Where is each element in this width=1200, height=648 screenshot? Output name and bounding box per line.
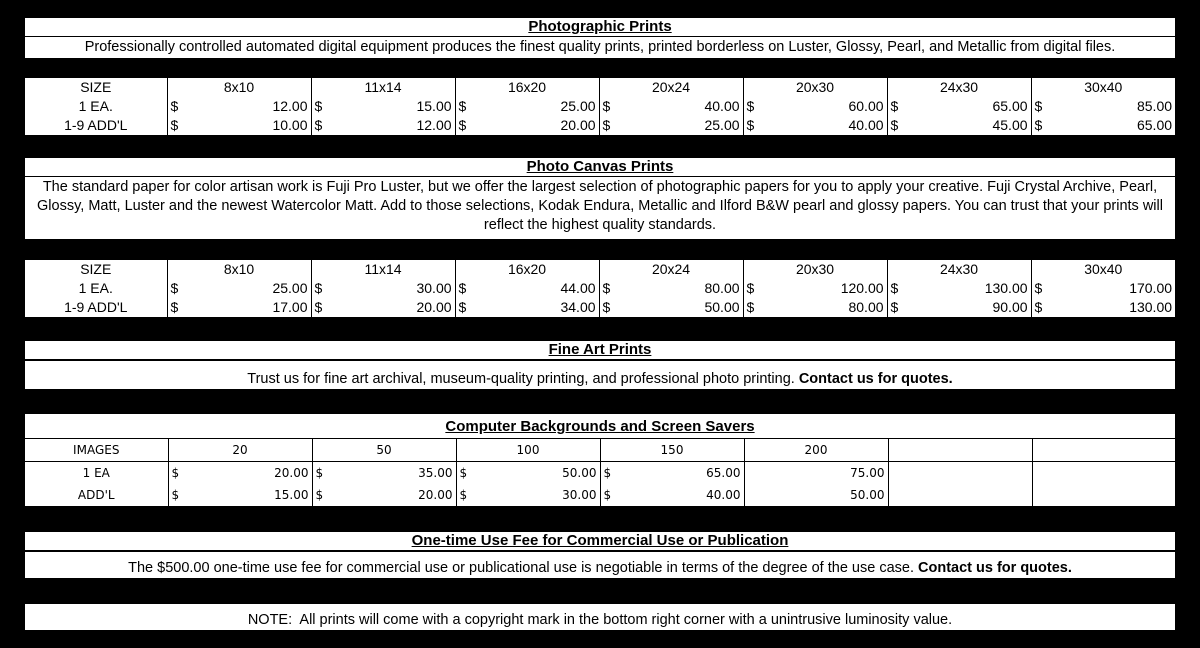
fine-art-body-panel (25, 361, 1175, 389)
photo-prints-title: Photographic Prints (25, 18, 1175, 37)
empty-cell (1032, 484, 1175, 506)
column-header: 20x30 (743, 260, 887, 279)
price-cell: 30.00 (416, 280, 452, 296)
canvas-prints-title: Photo Canvas Prints (25, 158, 1175, 177)
column-header: 11x14 (311, 78, 455, 97)
row-label: 1 EA. (78, 98, 113, 114)
commercial-description: The $500.00 one-time use fee for commercial use or publicational use is negotiable in terms of the degree of the use case. (128, 560, 914, 576)
price-cell: 20.00 (560, 117, 596, 133)
price-cell: 90.00 (992, 299, 1028, 315)
column-header: 20x24 (599, 260, 743, 279)
price-value: 20.00 (418, 488, 453, 502)
currency-symbol: $ (459, 466, 468, 480)
price-cell (600, 462, 744, 485)
currency-symbol: $ (887, 298, 907, 317)
price-value: 30.00 (562, 488, 597, 502)
price-cell: 20.00 (416, 299, 452, 315)
column-header: 8x10 (167, 78, 311, 97)
column-header: 8x10 (167, 260, 311, 279)
note-panel (25, 604, 1175, 630)
commercial-contact: Contact us for quotes. (918, 560, 1072, 576)
price-cell (456, 484, 600, 506)
price-cell: 65.00 (992, 98, 1028, 114)
currency-symbol: $ (171, 488, 180, 502)
currency-symbol: $ (311, 97, 331, 116)
photo-prints-header (25, 18, 1175, 58)
images-label: IMAGES (25, 439, 168, 462)
price-cell: 44.00 (560, 280, 596, 296)
column-header: 30x40 (1031, 260, 1175, 279)
size-label: SIZE (80, 261, 112, 277)
table-header-row (25, 260, 1175, 279)
fine-art-title-panel (25, 341, 1175, 359)
price-cell (312, 462, 456, 485)
empty-cell (888, 484, 1032, 506)
price-cell: 40.00 (704, 98, 740, 114)
commercial-text (25, 552, 1175, 578)
price-cell: 12.00 (272, 98, 308, 114)
currency-symbol: $ (311, 116, 331, 135)
price-cell: 50.00 (704, 299, 740, 315)
currency-symbol: $ (743, 97, 763, 116)
price-cell: 130.00 (1129, 299, 1173, 315)
currency-symbol: $ (455, 279, 475, 298)
column-header: 30x40 (1031, 78, 1175, 97)
price-cell: 60.00 (848, 98, 884, 114)
column-header: 50 (312, 439, 456, 462)
currency-symbol: $ (311, 298, 331, 317)
currency-symbol: $ (311, 279, 331, 298)
price-cell: 15.00 (416, 98, 452, 114)
price-value: 35.00 (418, 466, 453, 480)
table-header-row (25, 439, 1175, 462)
currency-symbol: $ (1031, 298, 1051, 317)
currency-symbol: $ (887, 97, 907, 116)
table-row (25, 462, 1175, 485)
currency-symbol: $ (1031, 116, 1051, 135)
currency-symbol: $ (599, 97, 619, 116)
price-cell: 80.00 (848, 299, 884, 315)
price-value: 15.00 (274, 488, 309, 502)
currency-symbol: $ (455, 97, 475, 116)
price-cell (744, 462, 888, 485)
currency-symbol: $ (455, 116, 475, 135)
table-header-row (25, 78, 1175, 97)
price-cell: 25.00 (272, 280, 308, 296)
fine-art-contact: Contact us for quotes. (798, 371, 953, 387)
canvas-prints-table (25, 260, 1175, 317)
currency-symbol: $ (171, 466, 180, 480)
column-header: 200 (744, 439, 888, 462)
price-cell: 120.00 (840, 280, 884, 296)
price-value: 20.00 (274, 466, 309, 480)
price-cell: 40.00 (848, 117, 884, 133)
photo-prints-description: Professionally controlled automated digital equipment produces the finest quality prints, printed borderless on Luster, Glossy, Pearl, and Metallic from digital files. (84, 39, 1116, 55)
currency-symbol: $ (167, 298, 187, 317)
fine-art-title: Fine Art Prints (548, 341, 652, 358)
row-label: 1 EA (82, 466, 110, 480)
price-cell (168, 462, 312, 485)
empty-cell (1032, 462, 1175, 485)
commercial-body-panel (25, 552, 1175, 578)
currency-symbol: $ (1031, 279, 1051, 298)
commercial-title: One-time Use Fee for Commercial Use or Publication (411, 532, 789, 549)
price-cell (456, 462, 600, 485)
table-row (25, 279, 1175, 298)
currency-symbol: $ (603, 466, 612, 480)
column-header: 16x20 (455, 78, 599, 97)
price-value: 75.00 (850, 466, 885, 480)
currency-symbol: $ (887, 116, 907, 135)
price-cell: 10.00 (272, 117, 308, 133)
table-row (25, 116, 1175, 135)
commercial-title-panel (25, 532, 1175, 550)
row-label: ADD'L (77, 488, 115, 502)
empty-cell (888, 462, 1032, 485)
currency-symbol: $ (599, 298, 619, 317)
column-header: 20x30 (743, 78, 887, 97)
row-label: 1-9 ADD'L (64, 117, 128, 133)
price-value: 50.00 (850, 488, 885, 502)
column-header: 20 (168, 439, 312, 462)
price-cell: 170.00 (1129, 280, 1173, 296)
price-cell: 25.00 (704, 117, 740, 133)
note-text: NOTE: All prints will come with a copyright mark in the bottom right corner with a unintrusive luminosity value. (247, 612, 953, 628)
column-header: 11x14 (311, 260, 455, 279)
column-header: 24x30 (887, 260, 1031, 279)
empty-cell (1032, 439, 1175, 462)
backgrounds-title: Computer Backgrounds and Screen Savers (445, 418, 755, 435)
currency-symbol: $ (743, 279, 763, 298)
price-cell: 80.00 (704, 280, 740, 296)
canvas-prints-description: The standard paper for color artisan work is Fuji Pro Luster, but we offer the largest selection of photographic papers for you to apply your creative. Fuji Crystal Archive, Pearl, Glossy, Matt, Luster and the newest Watercolor Matt. Add to those selections, Kodak Endura, Metallic and Ilford B&W pearl and glossy papers. You can trust that your prints will reflect the highest quality standards. (37, 179, 1163, 233)
currency-symbol: $ (1031, 97, 1051, 116)
currency-symbol: $ (315, 466, 324, 480)
currency-symbol: $ (167, 97, 187, 116)
price-cell: 130.00 (984, 280, 1028, 296)
table-row (25, 298, 1175, 317)
price-cell: 25.00 (560, 98, 596, 114)
column-header: 20x24 (599, 78, 743, 97)
currency-symbol: $ (167, 279, 187, 298)
price-cell: 65.00 (1136, 117, 1173, 133)
table-row (25, 484, 1175, 506)
price-cell: 34.00 (560, 299, 596, 315)
currency-symbol: $ (887, 279, 907, 298)
column-header: 100 (456, 439, 600, 462)
currency-symbol: $ (599, 279, 619, 298)
row-label: 1-9 ADD'L (64, 299, 128, 315)
currency-symbol: $ (167, 116, 187, 135)
price-cell: 17.00 (272, 299, 308, 315)
column-header: 24x30 (887, 78, 1031, 97)
currency-symbol: $ (455, 298, 475, 317)
price-cell (600, 484, 744, 506)
column-header: 16x20 (455, 260, 599, 279)
photo-prints-table (25, 78, 1175, 135)
currency-symbol: $ (603, 488, 612, 502)
currency-symbol: $ (459, 488, 468, 502)
canvas-prints-header (25, 158, 1175, 239)
price-cell (312, 484, 456, 506)
price-value: 65.00 (706, 466, 741, 480)
currency-symbol: $ (743, 116, 763, 135)
size-label: SIZE (80, 79, 112, 95)
price-value: 50.00 (562, 466, 597, 480)
backgrounds-title-panel (25, 414, 1175, 438)
price-cell: 85.00 (1136, 98, 1173, 114)
backgrounds-table (25, 439, 1175, 506)
currency-symbol: $ (743, 298, 763, 317)
price-cell: 12.00 (416, 117, 452, 133)
table-row (25, 97, 1175, 116)
currency-symbol: $ (599, 116, 619, 135)
currency-symbol: $ (315, 488, 324, 502)
fine-art-text (25, 361, 1175, 389)
price-cell: 45.00 (992, 117, 1028, 133)
column-header: 150 (600, 439, 744, 462)
price-cell (744, 484, 888, 506)
price-cell (168, 484, 312, 506)
empty-cell (888, 439, 1032, 462)
price-value: 40.00 (706, 488, 741, 502)
row-label: 1 EA. (78, 280, 113, 296)
fine-art-description: Trust us for fine art archival, museum-quality printing, and professional photo printing. (247, 371, 795, 387)
